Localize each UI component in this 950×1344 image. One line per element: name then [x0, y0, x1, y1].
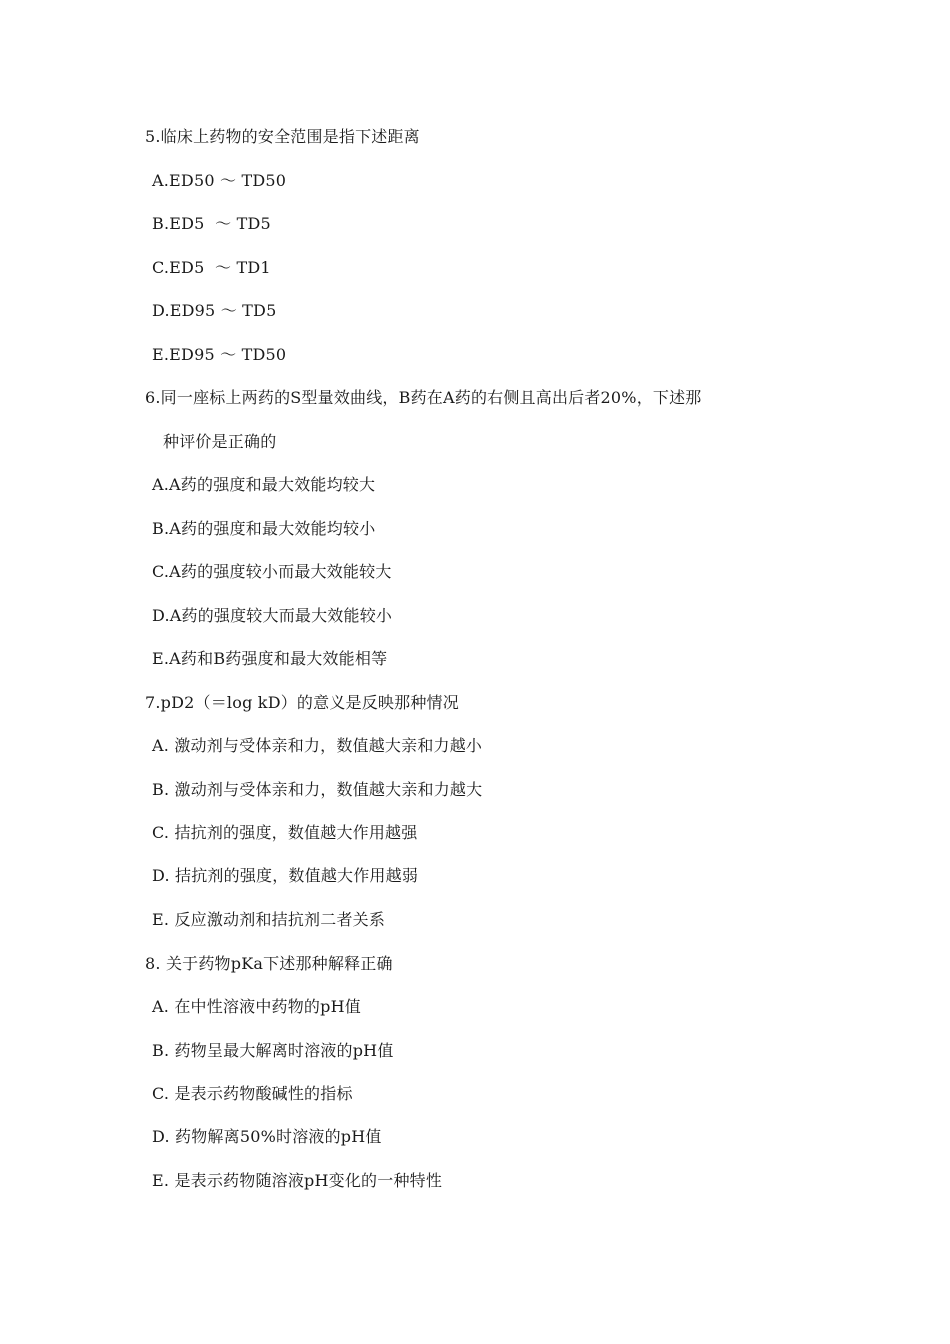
question-8-option-b: B. 药物呈最大解离时溶液的pH值 — [152, 1041, 394, 1060]
question-6-stem-continued: 种评价是正确的 — [163, 432, 277, 451]
question-7-option-d: D. 拮抗剂的强度，数值越大作用越弱 — [152, 866, 419, 885]
question-6-option-a: A.A药的强度和最大效能均较大 — [152, 475, 376, 494]
question-7-option-c: C. 拮抗剂的强度，数值越大作用越强 — [152, 823, 418, 842]
question-8-option-d: D. 药物解离50%时溶液的pH值 — [152, 1127, 382, 1146]
question-5-stem: 5.临床上药物的安全范围是指下述距离 — [145, 127, 420, 146]
question-8-option-c: C. 是表示药物酸碱性的指标 — [152, 1084, 353, 1103]
question-5-option-c: C.ED5 ～ TD1 — [152, 258, 271, 277]
question-7-option-a: A. 激动剂与受体亲和力，数值越大亲和力越小 — [152, 736, 483, 755]
question-7-option-e: E. 反应激动剂和拮抗剂二者关系 — [152, 910, 386, 929]
question-6-option-b: B.A药的强度和最大效能均较小 — [152, 519, 376, 538]
question-5-option-b: B.ED5 ～ TD5 — [152, 214, 271, 233]
question-5-option-e: E.ED95 ～ TD50 — [152, 345, 287, 364]
question-7-option-b: B. 激动剂与受体亲和力，数值越大亲和力越大 — [152, 780, 483, 799]
question-5-option-a: A.ED50 ～ TD50 — [152, 171, 287, 190]
question-8-stem: 8. 关于药物pKa下述那种解释正确 — [145, 954, 393, 973]
question-6-option-e: E.A药和B药强度和最大效能相等 — [152, 649, 388, 668]
question-6-option-d: D.A药的强度较大而最大效能较小 — [152, 606, 393, 625]
question-6-option-c: C.A药的强度较小而最大效能较大 — [152, 562, 392, 581]
question-7-stem: 7.pD2（＝log kD）的意义是反映那种情况 — [145, 693, 459, 712]
question-8-option-a: A. 在中性溶液中药物的pH值 — [152, 997, 361, 1016]
question-6-stem: 6.同一座标上两药的S型量效曲线，B药在A药的右侧且高出后者20%，下述那 — [145, 388, 702, 407]
question-8-option-e: E. 是表示药物随溶液pH变化的一种特性 — [152, 1171, 443, 1190]
question-5-option-d: D.ED95 ～ TD5 — [152, 301, 277, 320]
